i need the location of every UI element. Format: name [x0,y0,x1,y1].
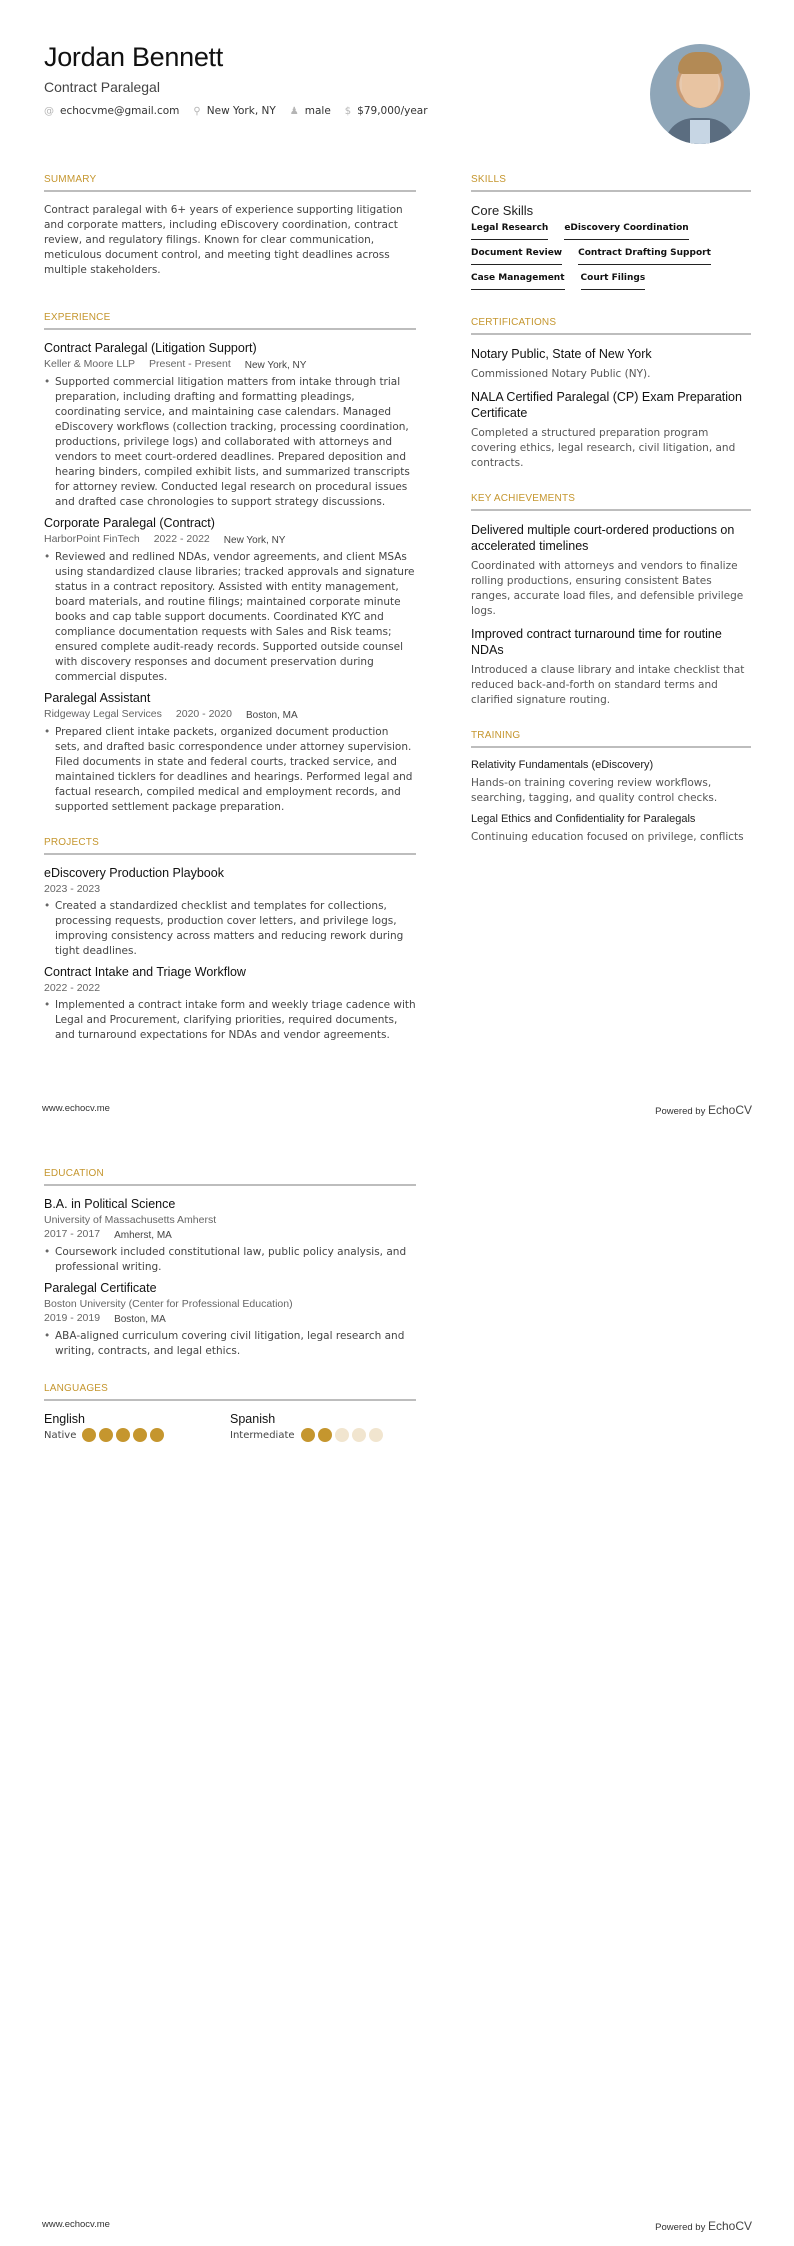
dot-filled-icon [99,1428,113,1442]
school: University of Massachusetts Amherst [44,1214,217,1226]
page-footer [42,2219,752,2233]
dot-filled-icon [150,1428,164,1442]
experience-item [44,516,416,685]
project-title: eDiscovery Production Playbook [44,866,224,880]
job-title: Corporate Paralegal (Contract) [44,516,215,530]
footer-powered-by: Powered by EchoCV [655,1103,752,1117]
language-item [230,1412,416,1442]
bullet-icon: • [44,1330,51,1342]
project-description: Implemented a contract intake form and weekly triage cadence with Legal and Procurement, clarifying priorities, required documents, and turnaround expectations for NDAs and vendor agreements. [55,999,416,1041]
dot-filled-icon [133,1428,147,1442]
training-title: Legal Ethics and Confidentiality for Paralegals [471,813,696,825]
summary-text: Contract paralegal with 6+ years of experience supporting litigation and corporate matters, including eDiscovery coordination, contract review, and regulatory filings. Known for clear communication, meticulous document control, and meeting tight deadlines across multiple stakeholders. [44,204,403,276]
person-icon: ♟ [289,105,299,117]
project-dates: 2022 - 2022 [44,982,101,994]
resume-header [44,42,644,117]
left-column [44,174,416,1049]
bullet-icon: • [44,1246,51,1258]
skill-tag: Document Review [471,248,562,265]
resume-page-2 [0,1123,794,2246]
language-item [44,1412,230,1442]
job-description: Reviewed and redlined NDAs, vendor agreements, and client MSAs using standardized clause libraries; tracked approvals and signature status in a contract repository. Assisted with entity management, board materials, and routine filings; maintained corporate minute books and cap table support documents. Coordinated KYC and compliance documentation requests with Sales and Risk teams; ensured complete audit-ready records. Supported outside counsel with discovery responses and document preservation during commercial disputes. [55,551,415,683]
project-title: Contract Intake and Triage Workflow [44,965,246,979]
dates: 2020 - 2020 [175,708,232,720]
dates: 2022 - 2022 [153,533,210,545]
certification-title: Notary Public, State of New York [471,347,652,361]
location: Amherst, MA [114,1230,172,1241]
section-heading-languages: LANGUAGES [44,1383,416,1401]
training-description: Continuing education focused on privilege, conflicts [471,831,744,843]
location-text: New York, NY [206,105,276,117]
school: Boston University (Center for Professional Education) [44,1298,293,1310]
location: Boston, MA [245,710,298,721]
achievement-title: Delivered multiple court-ordered productions on accelerated timelines [471,523,735,553]
section-heading-achievements: KEY ACHIEVEMENTS [471,493,751,511]
section-heading-summary: SUMMARY [44,174,416,192]
skill-tag: Legal Research [471,223,548,240]
location: New York, NY [244,360,307,371]
bullet-icon: • [44,376,51,388]
location: Boston, MA [114,1314,166,1325]
certification-title: NALA Certified Paralegal (CP) Exam Preparation Certificate [471,390,742,420]
education-description: Coursework included constitutional law, public policy analysis, and professional writing. [55,1246,407,1273]
language-name: English [44,1412,85,1426]
avatar [650,44,750,144]
skill-tag: eDiscovery Coordination [564,223,688,240]
contact-location [193,105,275,117]
skill-tag: Court Filings [581,273,646,290]
skill-tag: Contract Drafting Support [578,248,711,265]
training-description: Hands-on training covering review workflows, searching, tagging, and quality control checks. [471,777,718,804]
education-item [44,1197,416,1275]
experience-item [44,691,416,815]
contact-row [44,105,644,117]
skill-list [471,223,751,290]
bullet-icon: • [44,900,51,912]
contact-email[interactable] [44,105,179,117]
candidate-title: Contract Paralegal [44,79,160,95]
bullet-icon: • [44,726,51,738]
education-description: ABA-aligned curriculum covering civil litigation, legal research and writing, contracts, and legal ethics. [55,1330,405,1357]
job-title: Paralegal Assistant [44,691,151,705]
skill-tag: Case Management [471,273,565,290]
project-item [44,965,416,1043]
bullet-icon: • [44,999,51,1011]
candidate-name: Jordan Bennett [44,42,223,72]
location-pin-icon: ⚲ [193,105,201,117]
skill-group-title: Core Skills [471,203,534,218]
footer-brand[interactable]: EchoCV [707,1103,752,1117]
location: New York, NY [223,535,286,546]
proficiency-dots [82,1428,164,1442]
achievement-description: Introduced a clause library and intake checklist that reduced back-and-forth on standard terms and clarified signature routing. [471,664,745,706]
degree: Paralegal Certificate [44,1281,157,1295]
degree: B.A. in Political Science [44,1197,176,1211]
dollar-icon: $ [344,105,352,117]
at-icon: @ [44,105,54,117]
project-dates: 2023 - 2023 [44,883,101,895]
job-description: Prepared client intake packets, organized document production sets, and drafted basic correspondence under attorney supervision. Filed documents in state and federal courts, tracked service, and maintained ticklers for deadlines and hearings. Performed legal and factual research, compiled medical and employment records, and supported settlement package preparation. [55,726,413,813]
gender-text: male [304,105,331,117]
language-level: Intermediate [230,1429,295,1441]
dot-empty-icon [352,1428,366,1442]
section-heading-certifications: CERTIFICATIONS [471,317,751,335]
dot-filled-icon [301,1428,315,1442]
section-heading-experience: EXPERIENCE [44,312,416,330]
dot-filled-icon [318,1428,332,1442]
contact-gender [290,105,331,117]
dates: Present - Present [149,358,231,370]
proficiency-dots [301,1428,383,1442]
dot-empty-icon [335,1428,349,1442]
achievement-description: Coordinated with attorneys and vendors to finalize rolling productions, ensuring consistent Bates ranges, accurate load files, and defensible privilege logs. [471,560,744,617]
section-heading-training: TRAINING [471,730,751,748]
dot-empty-icon [369,1428,383,1442]
section-heading-education: EDUCATION [44,1168,416,1186]
section-heading-skills: SKILLS [471,174,751,192]
achievement-title: Improved contract turnaround time for routine NDAs [471,627,722,657]
job-description: Supported commercial litigation matters from intake through trial preparation, including drafting and formatting pleadings, coordinating service, and maintaining case calendars. Managed eDiscovery workflows (collection tracking, processing coordination, productions, privilege logs) and collaborated with attorneys and vendors to meet court-ordered deadlines. Prepared deposition and hearing binders, compiled exhibit lists, and summarized transcripts for attorney review. Conducted legal research on procedural issues and drafted case chronologies to support strategy discussions. [55,376,410,508]
training-title: Relativity Fundamentals (eDiscovery) [471,759,654,771]
dot-filled-icon [116,1428,130,1442]
certification-description: Commissioned Notary Public (NY). [471,368,651,380]
language-level: Native [44,1429,77,1441]
left-column [44,1168,416,1442]
project-description: Created a standardized checklist and templates for collections, processing requests, production cover letters, and privilege logs, improving consistency across matters and reducing rework during tight deadlines. [55,900,404,957]
dates: 2019 - 2019 [44,1312,101,1324]
email-text: echocvme@gmail.com [60,105,180,117]
certification-description: Completed a structured preparation program covering ethics, legal research, civil litigation, and contracts. [471,427,736,469]
contact-salary [345,105,428,117]
company: Keller & Moore LLP [44,358,136,370]
page-footer [42,1103,752,1117]
footer-powered-by: Powered by EchoCV [655,2219,752,2233]
section-heading-projects: PROJECTS [44,837,416,855]
footer-website-link[interactable]: www.echocv.me [42,1103,110,1114]
experience-item [44,341,416,510]
education-item [44,1281,416,1359]
company: HarborPoint FinTech [44,533,140,545]
company: Ridgeway Legal Services [44,708,162,720]
bullet-icon: • [44,551,51,563]
language-name: Spanish [230,1412,276,1426]
footer-brand[interactable]: EchoCV [707,2219,752,2233]
project-item [44,866,416,959]
footer-website-link[interactable]: www.echocv.me [42,2219,110,2230]
language-list [44,1412,416,1442]
salary-text: $79,000/year [357,105,428,117]
dot-filled-icon [82,1428,96,1442]
right-column [471,174,751,852]
dates: 2017 - 2017 [44,1228,101,1240]
job-title: Contract Paralegal (Litigation Support) [44,341,257,355]
